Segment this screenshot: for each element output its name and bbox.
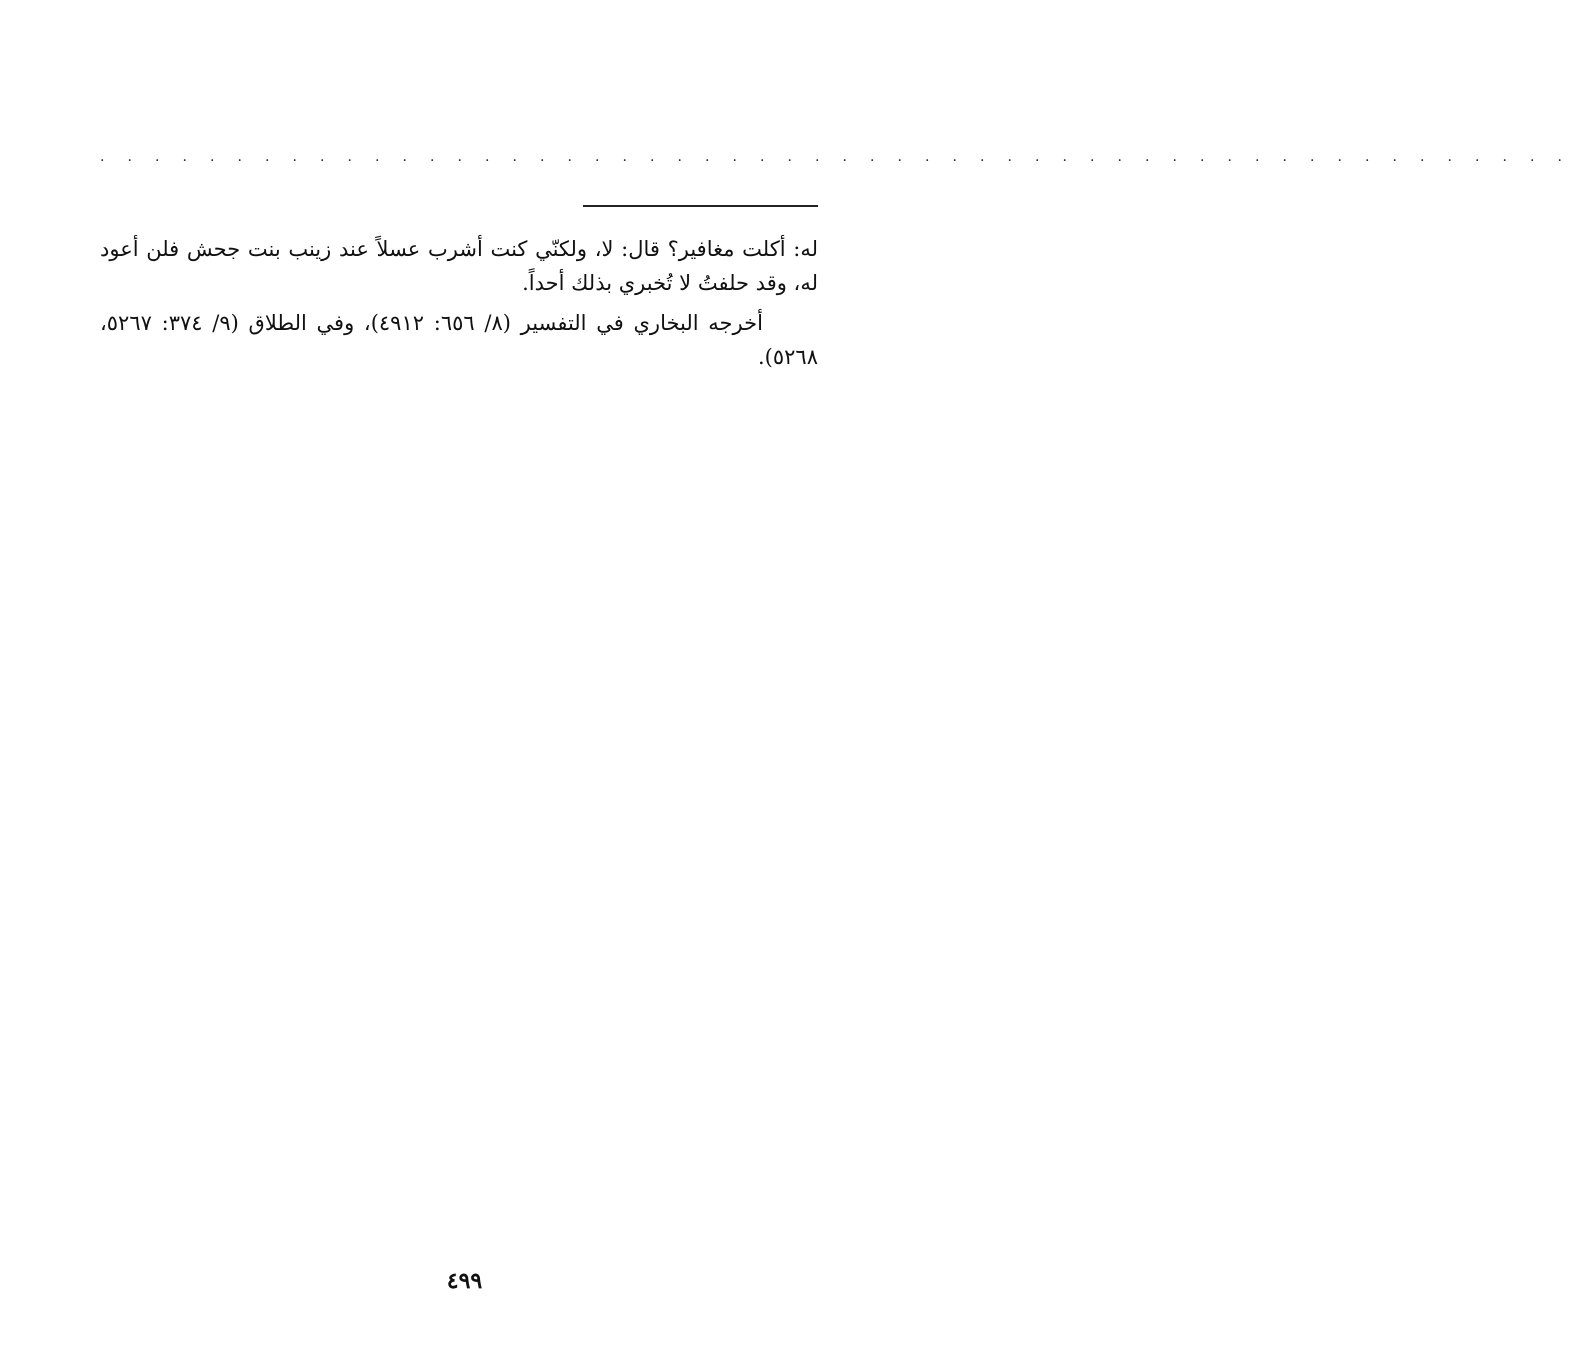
footnote-separator-line bbox=[583, 205, 818, 207]
page-number: ٤٩٩ bbox=[446, 1268, 483, 1294]
footnote-paragraph: له: أكلت مغافير؟ قال: لا، ولكنّي كنت أشرب عسلاً عند زينب بنت جحش فلن أعود له، وقد حلفتُ لا تُخبري بذلك أحداً. bbox=[100, 237, 818, 295]
footnote-citation: أخرجه البخاري في التفسير (٨/ ٦٥٦: ٤٩١٢)، وفي الطلاق (٩/ ٣٧٤: ٥٢٦٧، ٥٢٦٨). bbox=[100, 311, 818, 369]
footnote-block bbox=[100, 232, 818, 374]
dotted-separator: . . . . . . . . . . . . . . . . . . . . . . . . . . . . . . . . . . . . . . . . . . . . . . . . . . . . . . bbox=[100, 149, 1571, 165]
